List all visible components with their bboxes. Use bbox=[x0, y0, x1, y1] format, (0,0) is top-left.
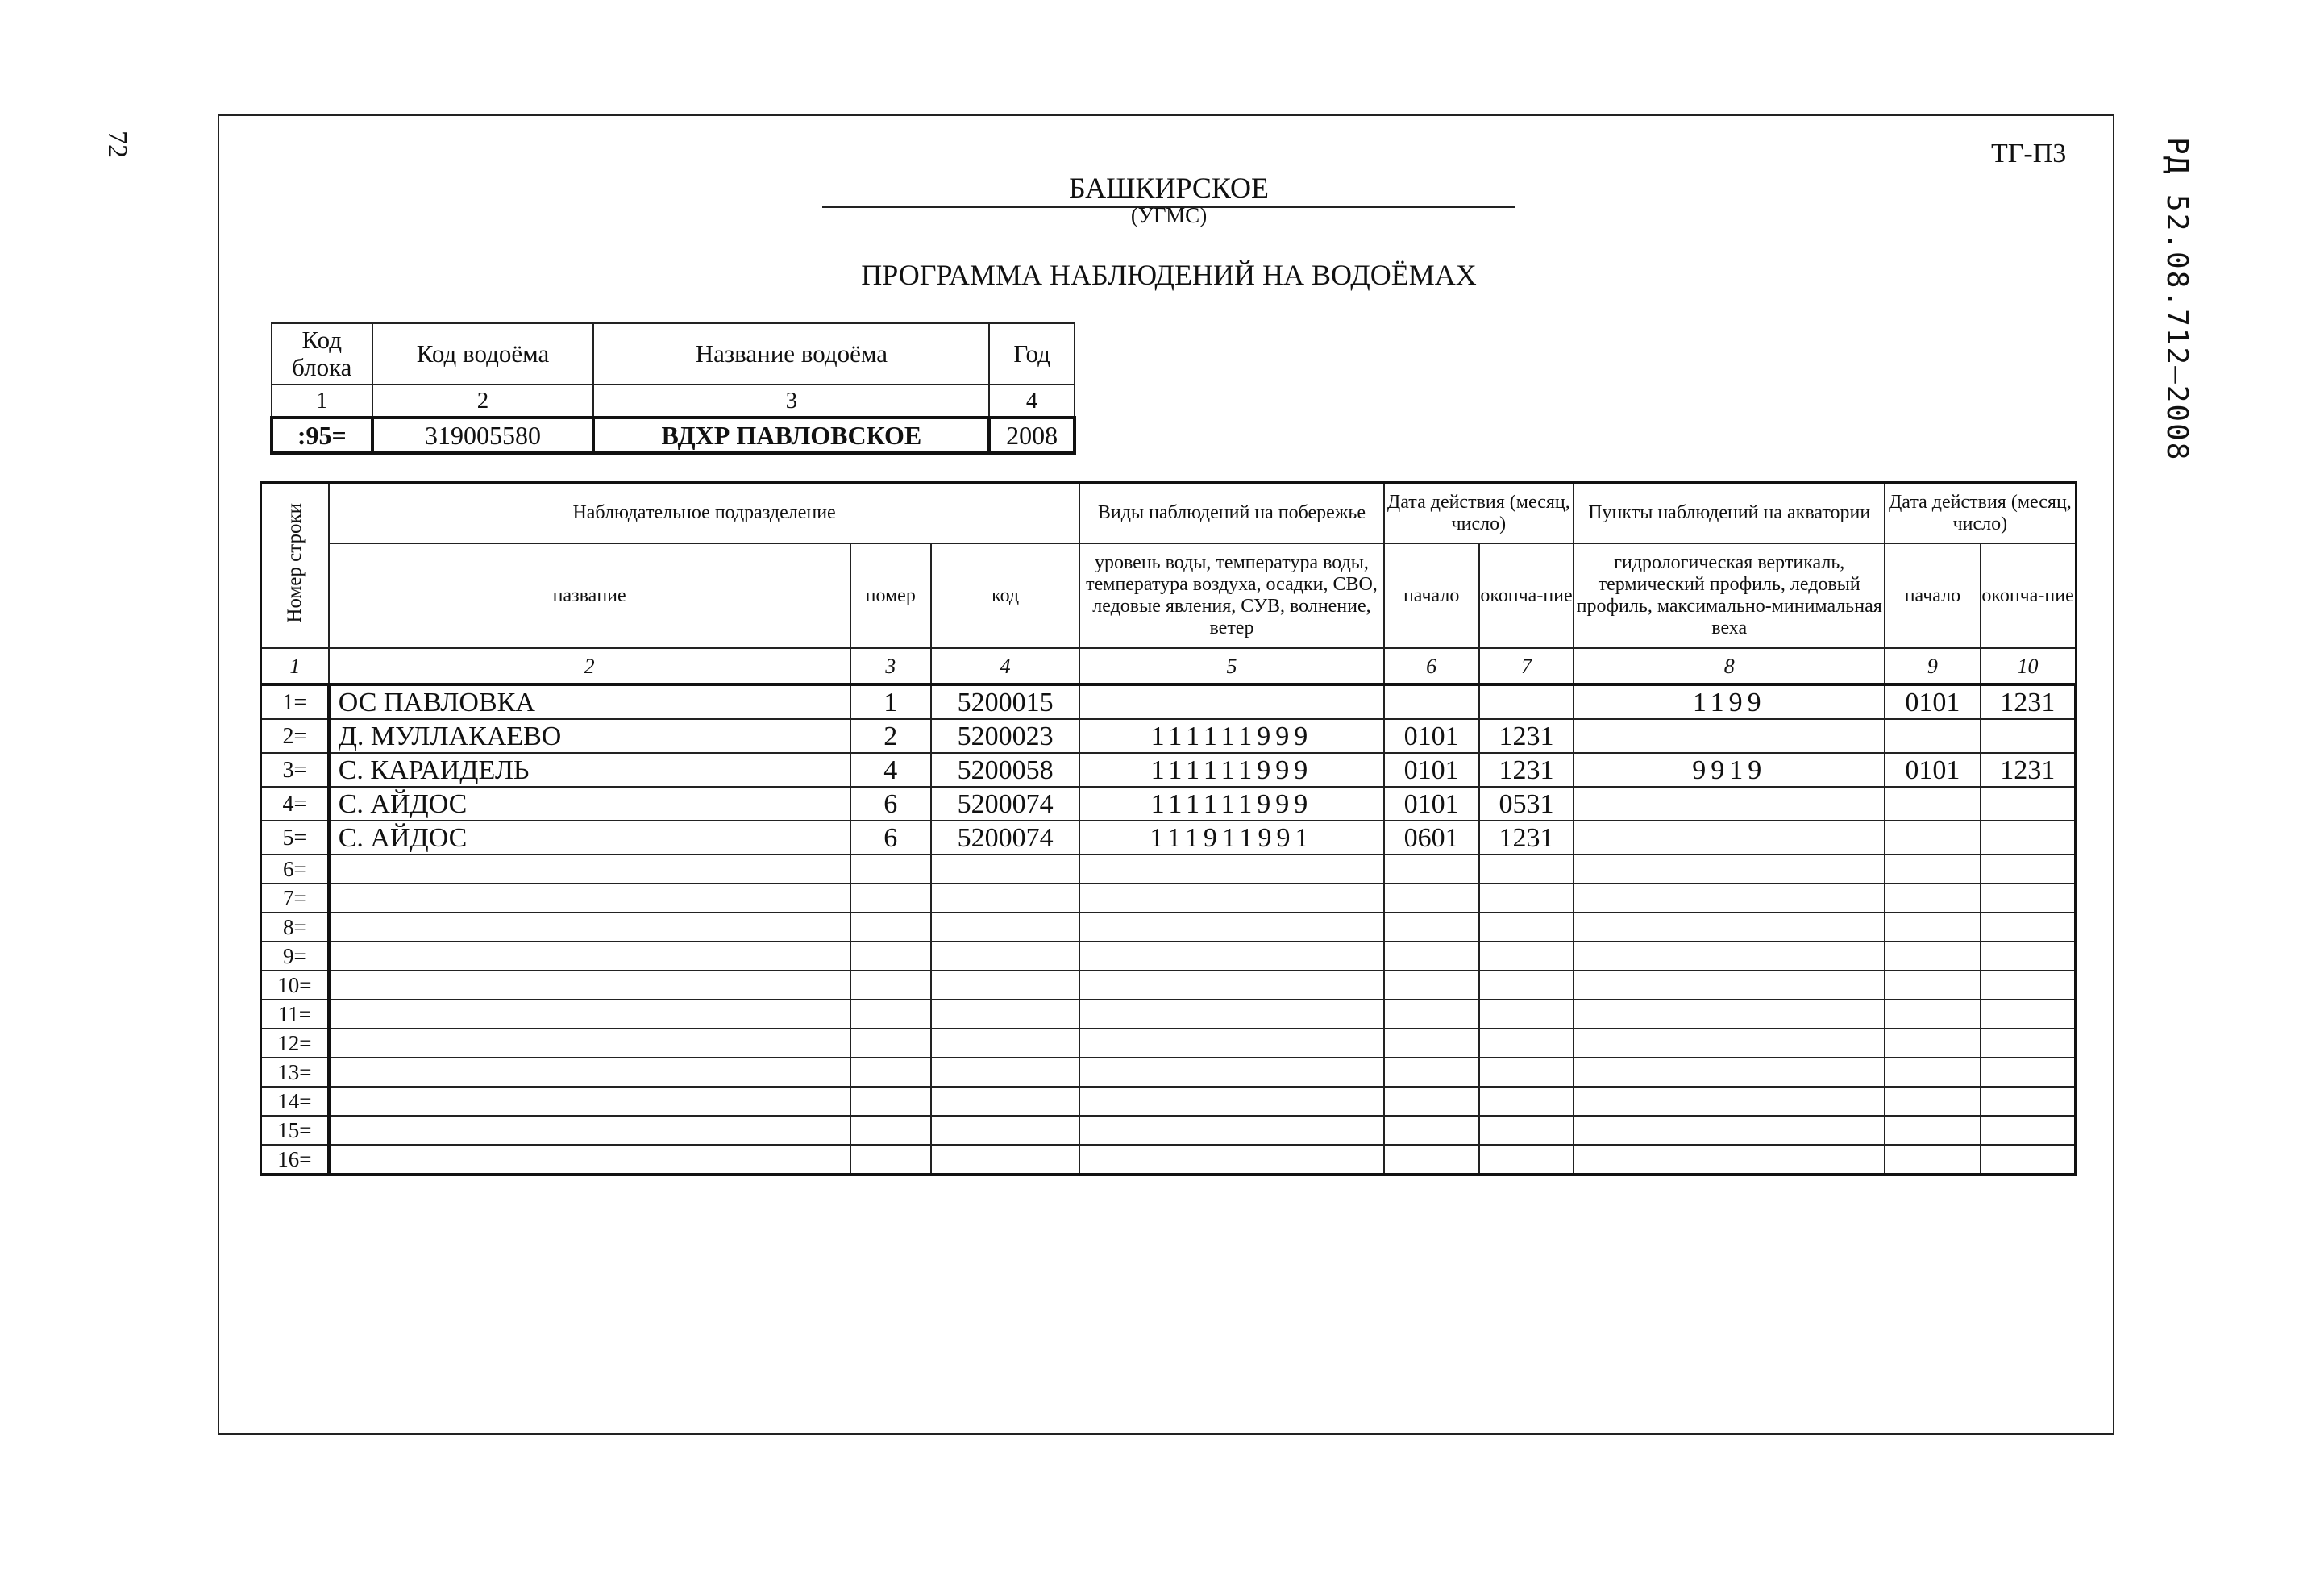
shore-program: 111111999 bbox=[1079, 719, 1383, 753]
end-date-2 bbox=[1981, 719, 2076, 753]
end-date-2: 1231 bbox=[1981, 684, 2076, 719]
aqua-desc-header: гидрологическая вертикаль, термический профиль, ледовый профиль, максимально-минимальная веха bbox=[1574, 543, 1885, 648]
start-date-1: 0101 bbox=[1384, 787, 1479, 821]
row-number-header: Номер строки bbox=[261, 483, 329, 649]
col-number: 1 bbox=[272, 385, 372, 418]
end-date-1: 0531 bbox=[1479, 787, 1574, 821]
unit-number: 6 bbox=[850, 821, 931, 855]
unit-name: С. КАРАИДЕЛЬ bbox=[329, 753, 850, 787]
reservoir-code-value: 319005580 bbox=[372, 418, 594, 453]
row-number: 15= bbox=[261, 1116, 329, 1145]
start-date-2 bbox=[1885, 787, 1980, 821]
col-number: 3 bbox=[593, 385, 989, 418]
start-date-1: 0601 bbox=[1384, 821, 1479, 855]
number-header: номер bbox=[850, 543, 931, 648]
table-row bbox=[261, 913, 2077, 942]
col-number: 2 bbox=[372, 385, 594, 418]
table-row bbox=[261, 1000, 2077, 1029]
row-number: 16= bbox=[261, 1145, 329, 1175]
end-header-2: оконча-ние bbox=[1981, 543, 2076, 648]
start-date-1 bbox=[1384, 684, 1479, 719]
unit-name: Д. МУЛЛАКАЕВО bbox=[329, 719, 850, 753]
unit-name: С. АЙДОС bbox=[329, 787, 850, 821]
start-header-2: начало bbox=[1885, 543, 1980, 648]
block-code-value: :95= bbox=[272, 418, 372, 453]
row-number: 2= bbox=[261, 719, 329, 753]
col-number: 9 bbox=[1885, 648, 1980, 684]
unit-number: 4 bbox=[850, 753, 931, 787]
aquatory-program bbox=[1574, 719, 1885, 753]
start-date-2: 0101 bbox=[1885, 684, 1980, 719]
table-row bbox=[261, 942, 2077, 971]
unit-code: 5200074 bbox=[931, 821, 1080, 855]
program-title: ПРОГРАММА НАБЛЮДЕНИЙ НА ВОДОЁМАХ bbox=[861, 259, 1477, 291]
shore-desc-header: уровень воды, температура воды, температура воздуха, осадки, СВО, ледовые явления, СУВ, волнение, ветер bbox=[1079, 543, 1383, 648]
aquatory-program: 9919 bbox=[1574, 753, 1885, 787]
col-number: 4 bbox=[989, 385, 1075, 418]
table-row bbox=[261, 753, 2077, 787]
shore-types-header: Виды наблюдений на побережье bbox=[1079, 483, 1383, 544]
start-date-2 bbox=[1885, 719, 1980, 753]
row-number: 1= bbox=[261, 684, 329, 719]
code-header: код bbox=[931, 543, 1080, 648]
col-number: 7 bbox=[1479, 648, 1574, 684]
row-number: 3= bbox=[261, 753, 329, 787]
form-code: ТГ-П3 bbox=[1991, 139, 2067, 168]
col-number: 10 bbox=[1981, 648, 2076, 684]
shore-program bbox=[1079, 684, 1383, 719]
row-number: 7= bbox=[261, 884, 329, 913]
row-number: 8= bbox=[261, 913, 329, 942]
org-subtitle: (УГМС) bbox=[1130, 203, 1208, 227]
unit-name: С. АЙДОС bbox=[329, 821, 850, 855]
unit-code: 5200058 bbox=[931, 753, 1080, 787]
col-number: 6 bbox=[1384, 648, 1479, 684]
col-number: 3 bbox=[850, 648, 931, 684]
table-row bbox=[261, 1029, 2077, 1058]
end-date-2 bbox=[1981, 787, 2076, 821]
table-row bbox=[261, 884, 2077, 913]
table-row bbox=[261, 719, 2077, 753]
unit-header: Наблюдательное подразделение bbox=[329, 483, 1080, 544]
end-date-2 bbox=[1981, 821, 2076, 855]
table-row bbox=[261, 971, 2077, 1000]
start-date-1: 0101 bbox=[1384, 719, 1479, 753]
table-row bbox=[261, 855, 2077, 884]
table-row bbox=[261, 1058, 2077, 1087]
col-number: 1 bbox=[261, 648, 329, 684]
reservoir-name-value: ВДХР ПАВЛОВСКОЕ bbox=[593, 418, 989, 453]
observation-table bbox=[260, 481, 2077, 1176]
row-number: 11= bbox=[261, 1000, 329, 1029]
date-header-2: Дата действия (месяц, число) bbox=[1885, 483, 2076, 544]
header-cell: Код водоёма bbox=[372, 323, 594, 385]
table-row bbox=[261, 684, 2077, 719]
row-number: 9= bbox=[261, 942, 329, 971]
unit-number: 1 bbox=[850, 684, 931, 719]
unit-code: 5200023 bbox=[931, 719, 1080, 753]
row-number: 6= bbox=[261, 855, 329, 884]
end-date-1: 1231 bbox=[1479, 821, 1574, 855]
row-number: 12= bbox=[261, 1029, 329, 1058]
end-date-2: 1231 bbox=[1981, 753, 2076, 787]
end-header-1: оконча-ние bbox=[1479, 543, 1574, 648]
org-name: БАШКИРСКОЕ bbox=[822, 171, 1515, 208]
table-row bbox=[261, 1116, 2077, 1145]
col-number: 4 bbox=[931, 648, 1080, 684]
row-number: 5= bbox=[261, 821, 329, 855]
document-code: РД 52.08.712–2008 bbox=[2160, 137, 2193, 462]
unit-number: 6 bbox=[850, 787, 931, 821]
start-date-2: 0101 bbox=[1885, 753, 1980, 787]
row-number: 13= bbox=[261, 1058, 329, 1087]
header-cell: Год bbox=[989, 323, 1075, 385]
shore-program: 111111999 bbox=[1079, 753, 1383, 787]
end-date-1: 1231 bbox=[1479, 753, 1574, 787]
table-row bbox=[261, 821, 2077, 855]
unit-number: 2 bbox=[850, 719, 931, 753]
shore-program: 111111999 bbox=[1079, 787, 1383, 821]
unit-name: ОС ПАВЛОВКА bbox=[329, 684, 850, 719]
end-date-1: 1231 bbox=[1479, 719, 1574, 753]
col-number: 2 bbox=[329, 648, 850, 684]
header-cell: Название водоёма bbox=[593, 323, 989, 385]
table-row bbox=[261, 1145, 2077, 1175]
aquatory-program: 1199 bbox=[1574, 684, 1885, 719]
header-cell: Код блока bbox=[272, 323, 372, 385]
row-number: 10= bbox=[261, 971, 329, 1000]
aquatory-program bbox=[1574, 787, 1885, 821]
header-table bbox=[270, 322, 1076, 455]
col-number: 5 bbox=[1079, 648, 1383, 684]
start-header-1: начало bbox=[1384, 543, 1479, 648]
date-header-1: Дата действия (месяц, число) bbox=[1384, 483, 1574, 544]
start-date-1: 0101 bbox=[1384, 753, 1479, 787]
unit-code: 5200074 bbox=[931, 787, 1080, 821]
aquatory-header: Пункты наблюдений на акватории bbox=[1574, 483, 1885, 544]
table-row bbox=[261, 1087, 2077, 1116]
name-header: название bbox=[329, 543, 850, 648]
col-number: 8 bbox=[1574, 648, 1885, 684]
row-number: 14= bbox=[261, 1087, 329, 1116]
row-number: 4= bbox=[261, 787, 329, 821]
year-value: 2008 bbox=[989, 418, 1075, 453]
page-number: 72 bbox=[102, 131, 132, 158]
unit-code: 5200015 bbox=[931, 684, 1080, 719]
start-date-2 bbox=[1885, 821, 1980, 855]
shore-program: 111911991 bbox=[1079, 821, 1383, 855]
table-row bbox=[261, 787, 2077, 821]
end-date-1 bbox=[1479, 684, 1574, 719]
aquatory-program bbox=[1574, 821, 1885, 855]
